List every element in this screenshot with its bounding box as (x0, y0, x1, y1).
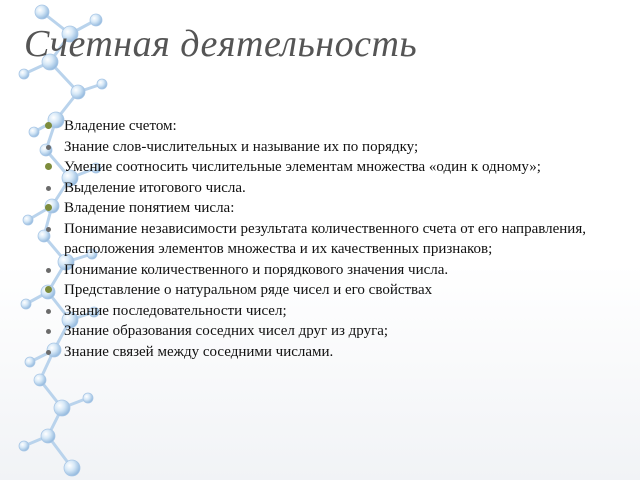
bullet-item (44, 280, 604, 301)
bullet-item (44, 321, 604, 342)
bullet-dot-icon (45, 286, 52, 293)
slide-content (44, 116, 604, 362)
bullet-dot-icon (45, 204, 52, 211)
bullet-dot-icon (45, 122, 52, 129)
bullet-item (44, 116, 604, 137)
bullet-item (44, 137, 604, 158)
bullet-dot-icon (46, 145, 51, 150)
bullet-text: Знание последовательности чисел; (64, 302, 287, 319)
bullet-dot-icon (46, 329, 51, 334)
bullet-dot-icon (46, 350, 51, 355)
bullet-item (44, 301, 604, 322)
bullet-item (44, 178, 604, 199)
bullet-dot-icon (46, 309, 51, 314)
bullet-text: Понимание количественного и порядкового значения числа. (64, 261, 449, 278)
bullet-text: Понимание независимости результата количественного счета от его направления, расположения элементов множества и их качественных признаков; (64, 220, 586, 257)
bullet-text: Выделение итогового числа. (64, 179, 246, 196)
bullet-item (44, 219, 604, 260)
bullet-text: Владение понятием числа: (64, 200, 235, 216)
bullet-text: Представление о натуральном ряде чисел и его свойствах (64, 282, 433, 298)
bullet-dot-icon (46, 227, 51, 232)
bullet-item (44, 260, 604, 281)
bullet-text: Знание связей между соседними числами. (64, 343, 334, 360)
bullet-item (44, 157, 604, 178)
bullet-text: Знание слов-числительных и называние их по порядку; (64, 138, 419, 155)
bullet-dot-icon (46, 268, 51, 273)
bullet-item (44, 342, 604, 363)
bullet-dot-icon (45, 163, 52, 170)
bullet-text: Владение счетом: (64, 118, 177, 134)
bullet-dot-icon (46, 186, 51, 191)
bullet-item (44, 198, 604, 219)
bullet-text: Знание образования соседних чисел друг из друга; (64, 323, 389, 339)
bullet-text: Умение соотносить числительные элементам множества «один к одному»; (64, 159, 541, 175)
bullet-list (44, 116, 604, 362)
slide-title: Счетная деятельность (24, 23, 418, 65)
